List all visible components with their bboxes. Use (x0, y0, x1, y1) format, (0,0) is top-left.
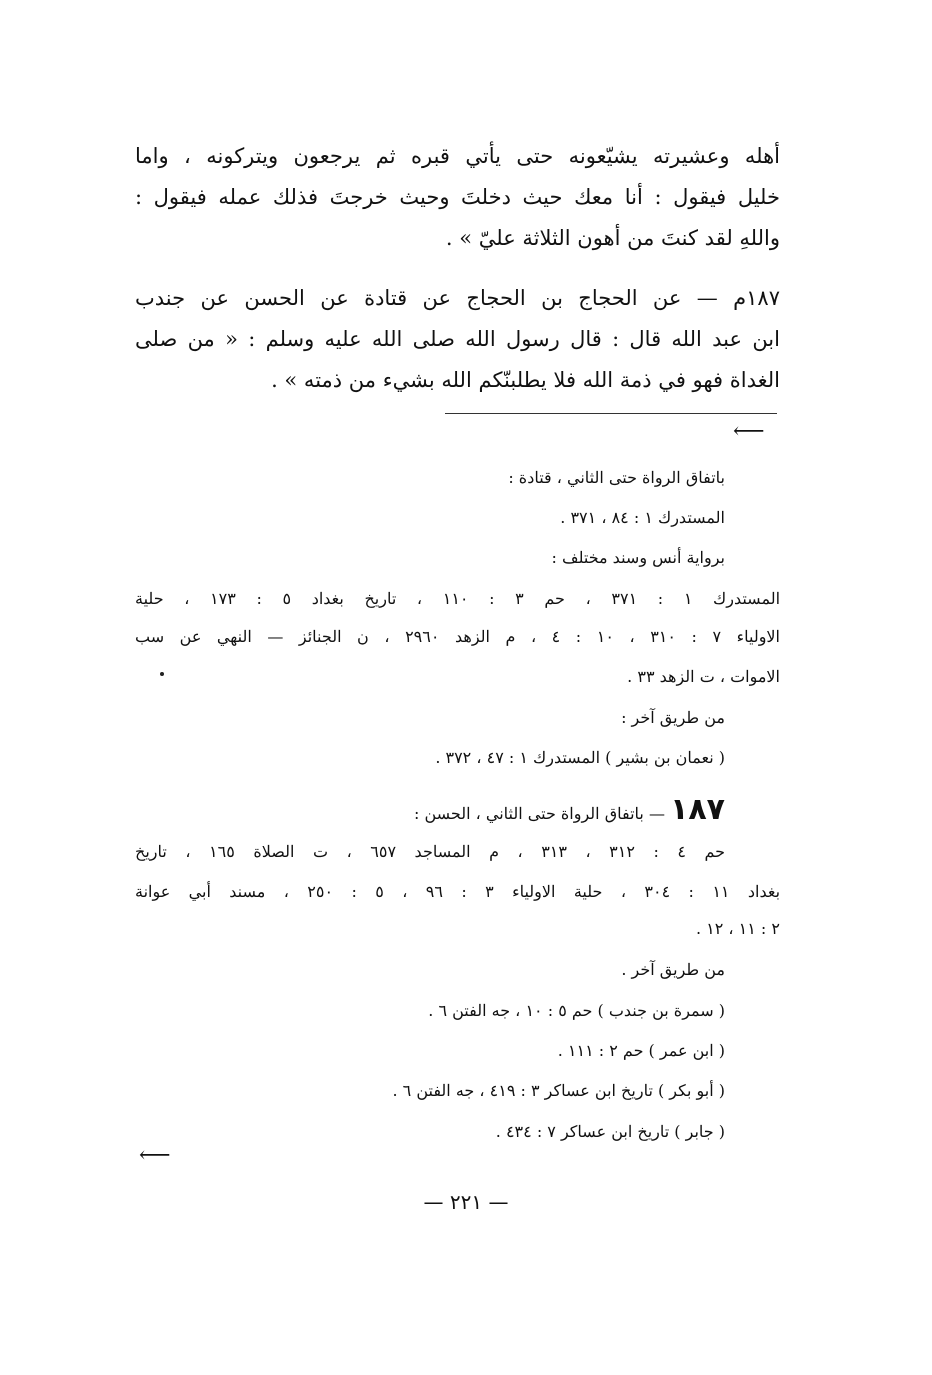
footnote-line: ( نعمان بن بشير ) المستدرك ١ : ٤٧ ، ٣٧٢ . (435, 748, 725, 767)
page-number: — ٢٢١ — (423, 1190, 509, 1214)
body-line: واللهِ لقد كنتَ من أهون الثلاثة عليّ » . (445, 226, 780, 250)
footnote-line: المستدرك ١ : ٣٧١ ، حم ٣ : ١١٠ ، تاريخ بغداد ٥ : ١٧٣ ، حلية (135, 589, 781, 608)
continuation-arrow-icon: ⟵ (733, 419, 765, 444)
footnote-line: المستدرك ١ : ٨٤ ، ٣٧١ . (560, 508, 725, 527)
footnote-line: من طريق آخر . (621, 960, 725, 979)
footnote-line: بغداد ١١ : ٣٠٤ ، حلية الاولياء ٣ : ٩٦ ، ٥ : ٢٥٠ ، مسند أبي عوانة (135, 882, 781, 901)
footnote-line: من طريق آخر : (621, 708, 725, 727)
hadith-number: ١٨٧ (670, 792, 725, 827)
footnote-heading-text: — باتفاق الرواة حتى الثاني ، الحسن : (413, 804, 665, 823)
stray-dot (160, 672, 164, 676)
footnote-line: الاموات ، ت الزهد ٣٣ . (627, 667, 780, 686)
body-line: ١٨٧م — عن الحجاج بن الحجاج عن قتادة عن الحسن عن جندب (135, 286, 780, 310)
footnote-heading (413, 792, 725, 827)
footnote-line: ( سمرة بن جندب ) حم ٥ : ١٠ ، جه الفتن ٦ . (428, 1001, 725, 1020)
footnote-line: ( ابن عمر ) حم ٢ : ١١١ . (557, 1041, 725, 1060)
footnote-line: ( أبو بكر ) تاريخ ابن عساكر ٣ : ٤١٩ ، جه الفتن ٦ . (392, 1081, 725, 1100)
body-line: ابن عبد الله قال : قال رسول الله صلى الله عليه وسلم : « من صلى (135, 327, 780, 351)
footnote-line: برواية أنس وسند مختلف : (551, 548, 725, 567)
footnote-line: باتفاق الرواة حتى الثاني ، قتادة : (508, 468, 725, 487)
footnote-line: الاولياء ٧ : ٣١٠ ، ١٠ : ٤ ، م الزهد ٢٩٦٠ ، ن الجنائز — النهي عن سب (135, 627, 781, 646)
footnote-line: حم ٤ : ٣١٢ ، ٣١٣ ، م المساجد ٦٥٧ ، ت الصلاة ١٦٥ ، تاريخ (135, 842, 726, 861)
continuation-arrow-icon: ⟵ (139, 1143, 171, 1168)
footnote-line: ٢ : ١١ ، ١٢ . (695, 919, 780, 938)
body-line: خليل فيقول : أنا معك حيث دخلتَ وحيث خرجتَ فذلك عمله فيقول : (135, 185, 780, 209)
footnote-line: ( جابر ) تاريخ ابن عساكر ٧ : ٤٣٤ . (495, 1122, 725, 1141)
body-line: أهله وعشيرته يشيّعونه حتى يأتي قبره ثم يرجعون ويتركونه ، واما (135, 144, 780, 168)
body-line: الغداة فهو في ذمة الله فلا يطلبنّكم الله بشيء من ذمته » . (271, 368, 780, 392)
footnote-separator (445, 413, 777, 414)
